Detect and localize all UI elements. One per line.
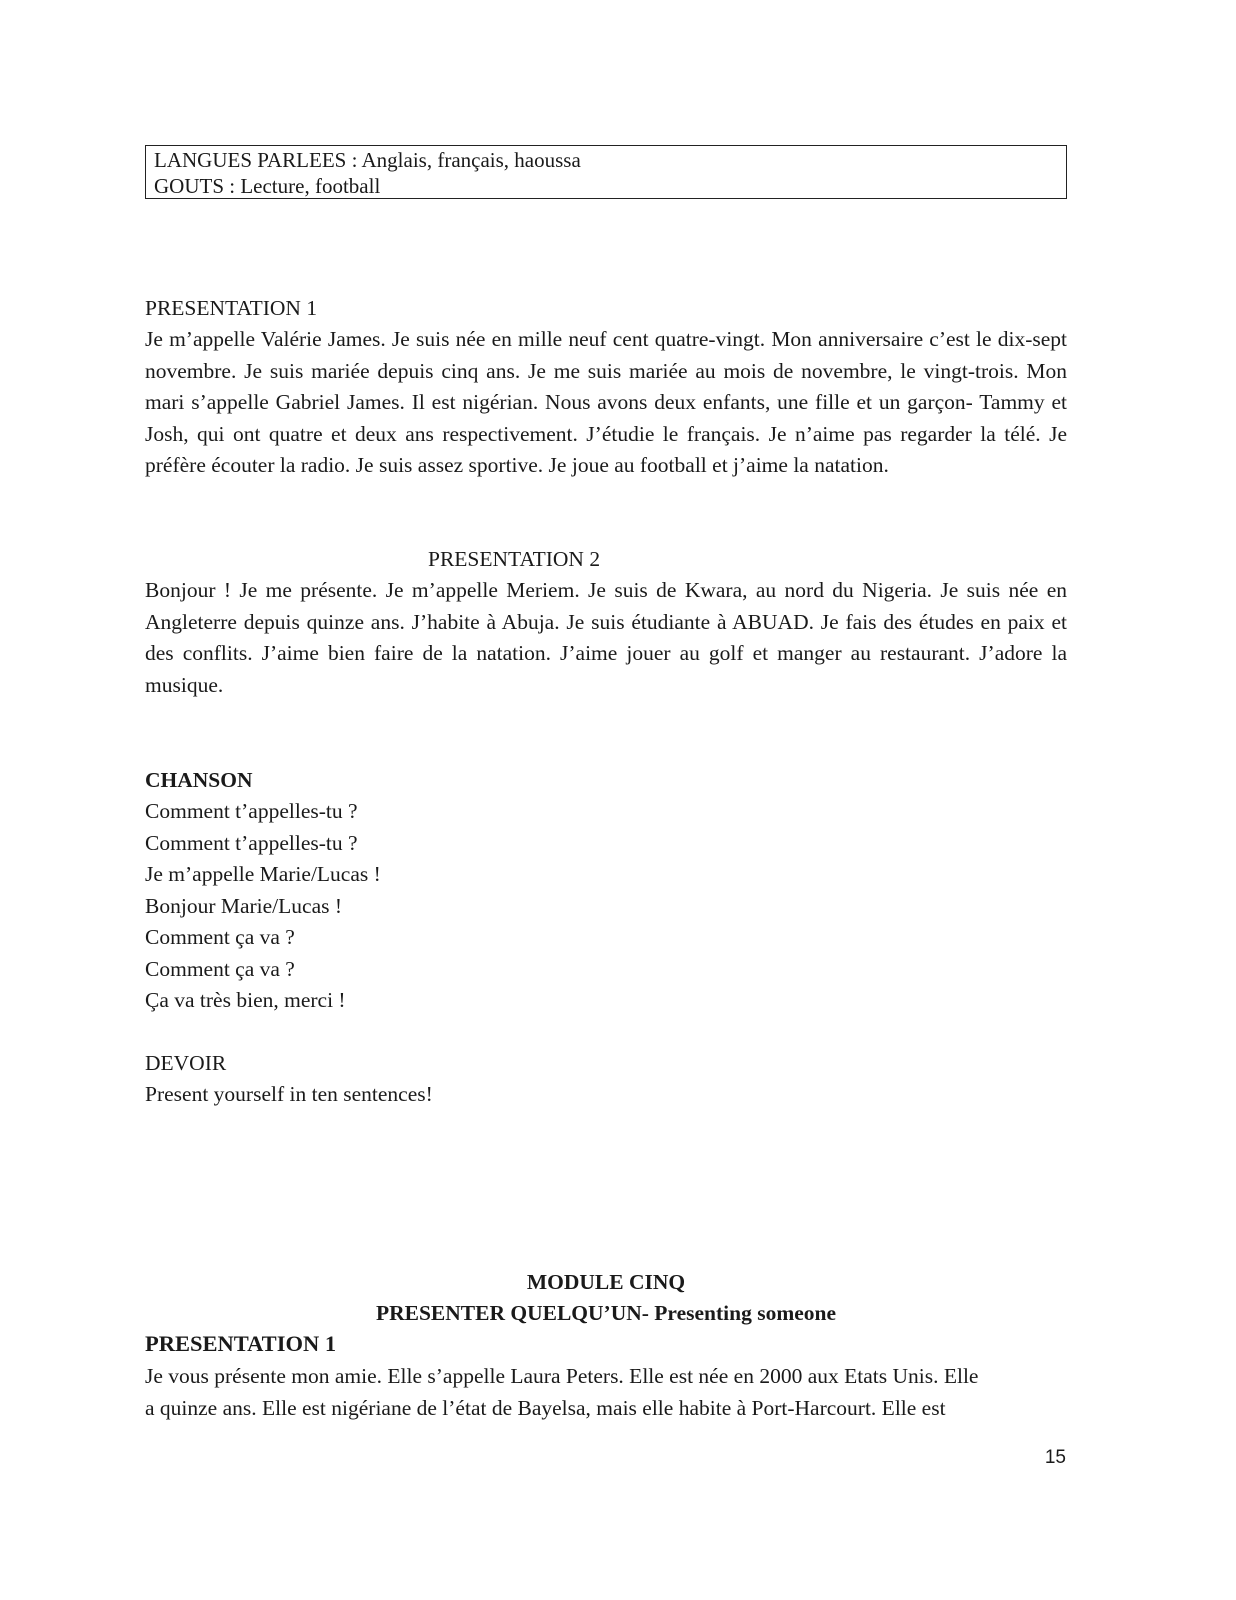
presentation1-heading: PRESENTATION 1 [145,296,318,320]
chanson-line-7: Ça va très bien, merci ! [145,988,346,1012]
module-text-line-2: a quinze ans. Elle est nigériane de l’état de Bayelsa, mais elle habite à Port-Harcourt. Elle est [145,1396,946,1420]
page-number: 15 [1044,1447,1066,1468]
chanson-line-5: Comment ça va ? [145,925,295,949]
chanson-line-2: Comment t’appelles-tu ? [145,831,358,855]
chanson-line-1: Comment t’appelles-tu ? [145,799,358,823]
module-text-line-1: Je vous présente mon amie. Elle s’appelle Laura Peters. Elle est née en 2000 aux Etats Unis. Elle [145,1364,979,1388]
presentation2-heading: PRESENTATION 2 [428,547,601,571]
module-presentation1-heading: PRESENTATION 1 [145,1331,337,1356]
chanson-line-6: Comment ça va ? [145,957,295,981]
chanson-line-4: Bonjour Marie/Lucas ! [145,894,343,918]
chanson-heading: CHANSON [145,768,253,792]
devoir-heading: DEVOIR [145,1051,227,1075]
gouts-line: GOUTS : Lecture, football [154,174,381,198]
module-title: MODULE CINQ [526,1270,686,1294]
info-box [145,145,1067,199]
presentation2-text: Bonjour ! Je me présente. Je m’appelle Meriem. Je suis de Kwara, au nord du Nigeria. Je suis née en Angleterre depuis quinze ans. J’habite à Abuja. Je suis étudiante à ABUAD. Je fais des études en paix et des conflits. J’aime bien faire de la natation. J’aime jouer au golf et manger au restaurant. J’adore la musique. [145,578,1067,697]
langues-line: LANGUES PARLEES : Anglais, français, haoussa [154,148,581,172]
presentation1-text: Je m’appelle Valérie James. Je suis née en mille neuf cent quatre-vingt. Mon anniversaire c’est le dix-sept novembre. Je suis mariée depuis cinq ans. Je me suis mariée au mois de novembre, le vingt-trois. Mon mari s’appelle Gabriel James. Il est nigérian. Nous avons deux enfants, une fille et un garçon- Tammy et Josh, qui ont quatre et deux ans respectivement. J’étudie le français. Je n’aime pas regarder la télé. Je préfère écouter la radio. Je suis assez sportive. Je joue au football et j’aime la natation. [145,327,1067,478]
devoir-text: Present yourself in ten sentences! [145,1082,433,1106]
module-subtitle: PRESENTER QUELQU’UN- Presenting someone [375,1301,837,1325]
chanson-line-3: Je m’appelle Marie/Lucas ! [145,862,381,886]
